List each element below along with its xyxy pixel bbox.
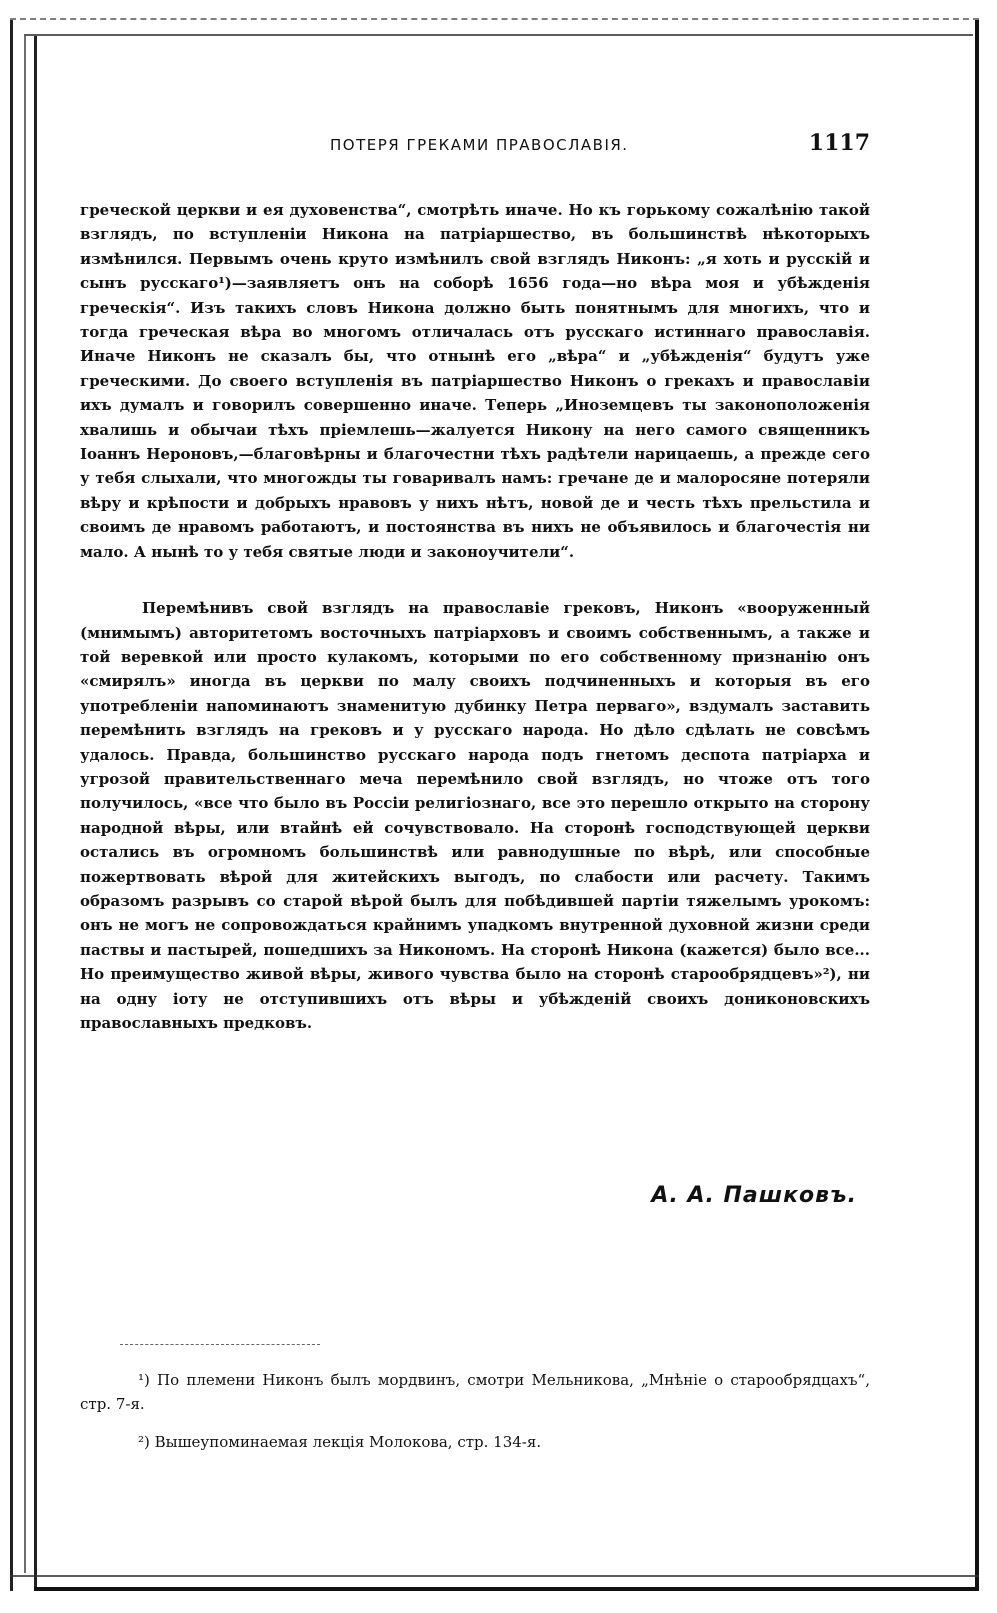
scan-border-bottom-outer — [10, 1575, 979, 1577]
scan-border-left — [10, 20, 13, 1591]
scan-border-left-inner — [24, 36, 26, 1573]
body-text — [80, 198, 870, 1035]
footnote-2: ²) Вышеупоминаемая лекція Молокова, стр. 134-я. — [138, 1433, 542, 1451]
paragraph-2: Перемѣнивъ свой взглядъ на православіе грековъ, Никонъ «вооруженный (мнимымъ) авторитетомъ восточныхъ патріарховъ и своимъ собственнымъ, а также и той веревкой или просто кулакомъ, которыми по его собственному признанію онъ «смирялъ» иногда въ церкви по малу своихъ подчиненныхъ и которыя въ его употребленіи напоминаютъ знаменитую дубинку Петра перваго», вздумалъ заставить перемѣнить взглядъ на грековъ и у русскаго народа. Но дѣло сдѣлать не совсѣмъ удалось. Правда, большинство русскаго народа подъ гнетомъ деспота патріарха и угрозой правительственнаго меча перемѣнило свой взглядъ, но чтоже отъ того получилось, «все что было въ Россіи религіознаго, все это перешло открыто на сторону народной вѣры, или втайнѣ ей сочувствовало. На сторонѣ господствующей церкви остались въ огромномъ большинствѣ или равнодушные по вѣрѣ, или способные пожертвовать вѣрой для житейскихъ выгодъ, по слабости или расчету. Такимъ образомъ разрывъ со старой вѣрой былъ для побѣдившей партіи тяжелымъ урокомъ: онъ не могъ не сопровождаться крайнимъ упадкомъ внутренной духовной жизни среди паствы и пастырей, пошедшихъ за Никономъ. На сторонѣ Никона (кажется) было все... Но преимущество живой вѣры, живого чувства было на сторонѣ старообрядцевъ»²), ни на одну іоту не отступившихъ отъ вѣры и убѣжденій своихъ дониконовскихъ православныхъ предковъ. — [80, 599, 870, 1032]
scan-border-top-inner — [24, 34, 973, 36]
footnote-1: ¹) По племени Никонъ былъ мордвинъ, смотри Мельникова, „Мнѣніе о старообрядцахъ“, стр. 7-я. — [80, 1371, 870, 1413]
paragraph-1: греческой церкви и ея духовенства“, смотрѣть иначе. Но къ горькому сожалѣнію такой взглядъ, по вступленіи Никона на патріаршество, въ большинствѣ нѣкоторыхъ измѣнился. Первымъ очень круто измѣнилъ свой взглядъ Никонъ: „я хоть и русскій и сынъ русскаго¹)—заявляетъ онъ на соборѣ 1656 года—но вѣра моя и убѣжденія греческія“. Изъ такихъ словъ Никона должно быть понятнымъ для многихъ, что и тогда греческая вѣра во многомъ отличалась отъ русскаго истиннаго православія. Иначе Никонъ не сказалъ бы, что отнынѣ его „вѣра“ и „убѣжденія“ будутъ уже греческими. До своего вступленія въ патріаршество Никонъ о грекахъ и православіи ихъ думалъ и говорилъ совершенно иначе. Теперь „Иноземцевъ ты законоположенія хвалишь и обычаи тѣхъ пріемлешь—жалуется Никону на него самого священникъ Іоаннъ Нероновъ,—благовѣрны и благочестни тѣхъ радѣтели нарицаешь, а прежде сего у тебя слыхали, что многожды ты говаривалъ намъ: гречане де и малоросяне потеряли вѣру и крѣпости и добрыхъ нравовъ у нихъ нѣтъ, новой де и честь тѣхъ прельстила и своимъ де нравомъ работаютъ, и постоянства въ нихъ не объявилось и благочестія ни мало. А нынѣ то у тебя святые люди и законоучители“. — [80, 201, 870, 561]
running-title: ПОТЕРЯ ГРЕКАМИ ПРАВОСЛАВІЯ. — [330, 136, 629, 154]
page-number: 1117 — [808, 130, 870, 156]
scan-border-bottom — [34, 1587, 979, 1591]
scan-border-left-second — [34, 36, 37, 1591]
footnotes — [80, 1368, 870, 1468]
scan-border-top — [10, 18, 979, 20]
scan-border-right — [975, 20, 979, 1591]
footnote-divider — [120, 1344, 320, 1345]
author-signature: А. А. Пашковъ. — [651, 1183, 857, 1208]
page-header — [80, 130, 870, 160]
